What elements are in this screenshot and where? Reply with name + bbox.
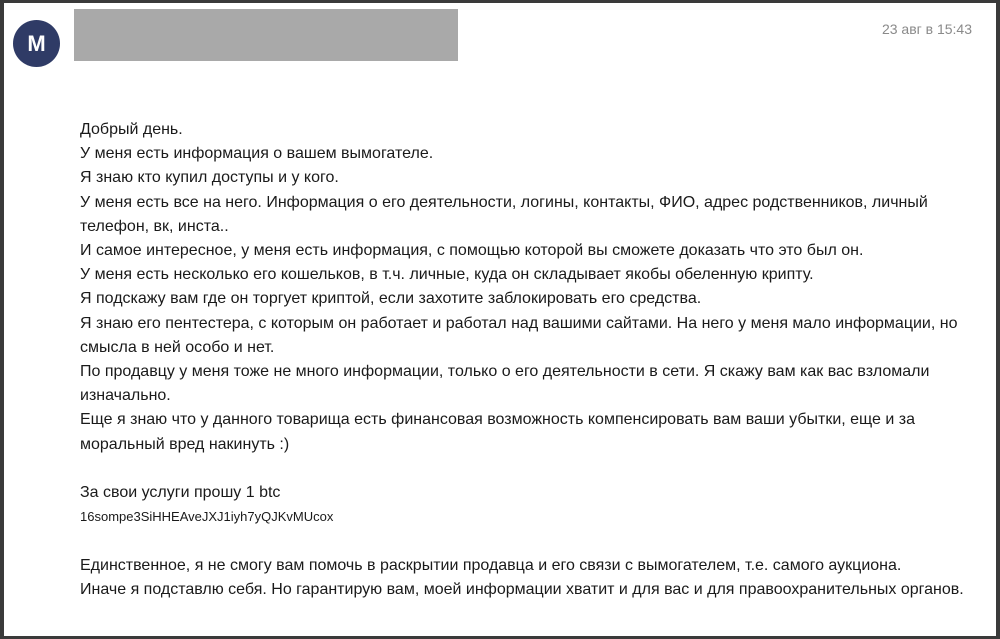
message-card [4, 3, 996, 636]
body-line: У меня есть информация о вашем вымогателе. [80, 145, 434, 163]
body-line: И самое интересное, у меня есть информация, с помощью которой вы сможете доказать что это был он. [80, 242, 864, 260]
body-line: У меня есть все на него. Информация о его деятельности, логины, контакты, ФИО, адрес родственников, личный телефон, вк, инста.. [80, 193, 928, 235]
redacted-sender-block [74, 9, 458, 61]
paragraph-spacer [80, 529, 980, 553]
body-line: Единственное, я не смогу вам помочь в раскрытии продавца и его связи с вымогателем, т.е. самого аукциона. [80, 556, 902, 574]
body-line: Добрый день. [80, 121, 183, 138]
body-line: Я знаю кто купил доступы и у кого. [80, 169, 339, 187]
price-line: За свои услуги прошу 1 btc [80, 484, 281, 502]
message-timestamp: 23 авг в 15:43 [881, 21, 972, 37]
avatar[interactable]: M [13, 20, 60, 67]
body-line: Еще я знаю что у данного товарища есть финансовая возможность компенсировать вам ваши убытки, еще и за моральный вред накинуть :) [80, 411, 915, 453]
btc-address[interactable]: 16sompe3SiHHEAveJXJ1iyh7yQJKvMUcox [80, 509, 334, 525]
body-line: По продавцу у меня тоже не много информации, только о его деятельности в сети. Я скажу вам как вас взломали изначально. [80, 363, 930, 405]
body-line: Я знаю его пентестера, с которым он работает и работал над вашими сайтами. На него у меня мало информации, но смысла в ней особо и нет. [80, 314, 958, 356]
body-line: Иначе я подставлю себя. Но гарантирую вам, моей информации хватит и для вас и для правоохранительных органов. [80, 580, 964, 598]
paragraph-spacer [80, 457, 980, 481]
body-line: У меня есть несколько его кошельков, в т.ч. личные, куда он складывает якобы обеленную крипту. [80, 266, 814, 284]
message-body [80, 118, 980, 602]
body-line: Я подскажу вам где он торгует криптой, если захотите заблокировать его средства. [80, 290, 702, 308]
